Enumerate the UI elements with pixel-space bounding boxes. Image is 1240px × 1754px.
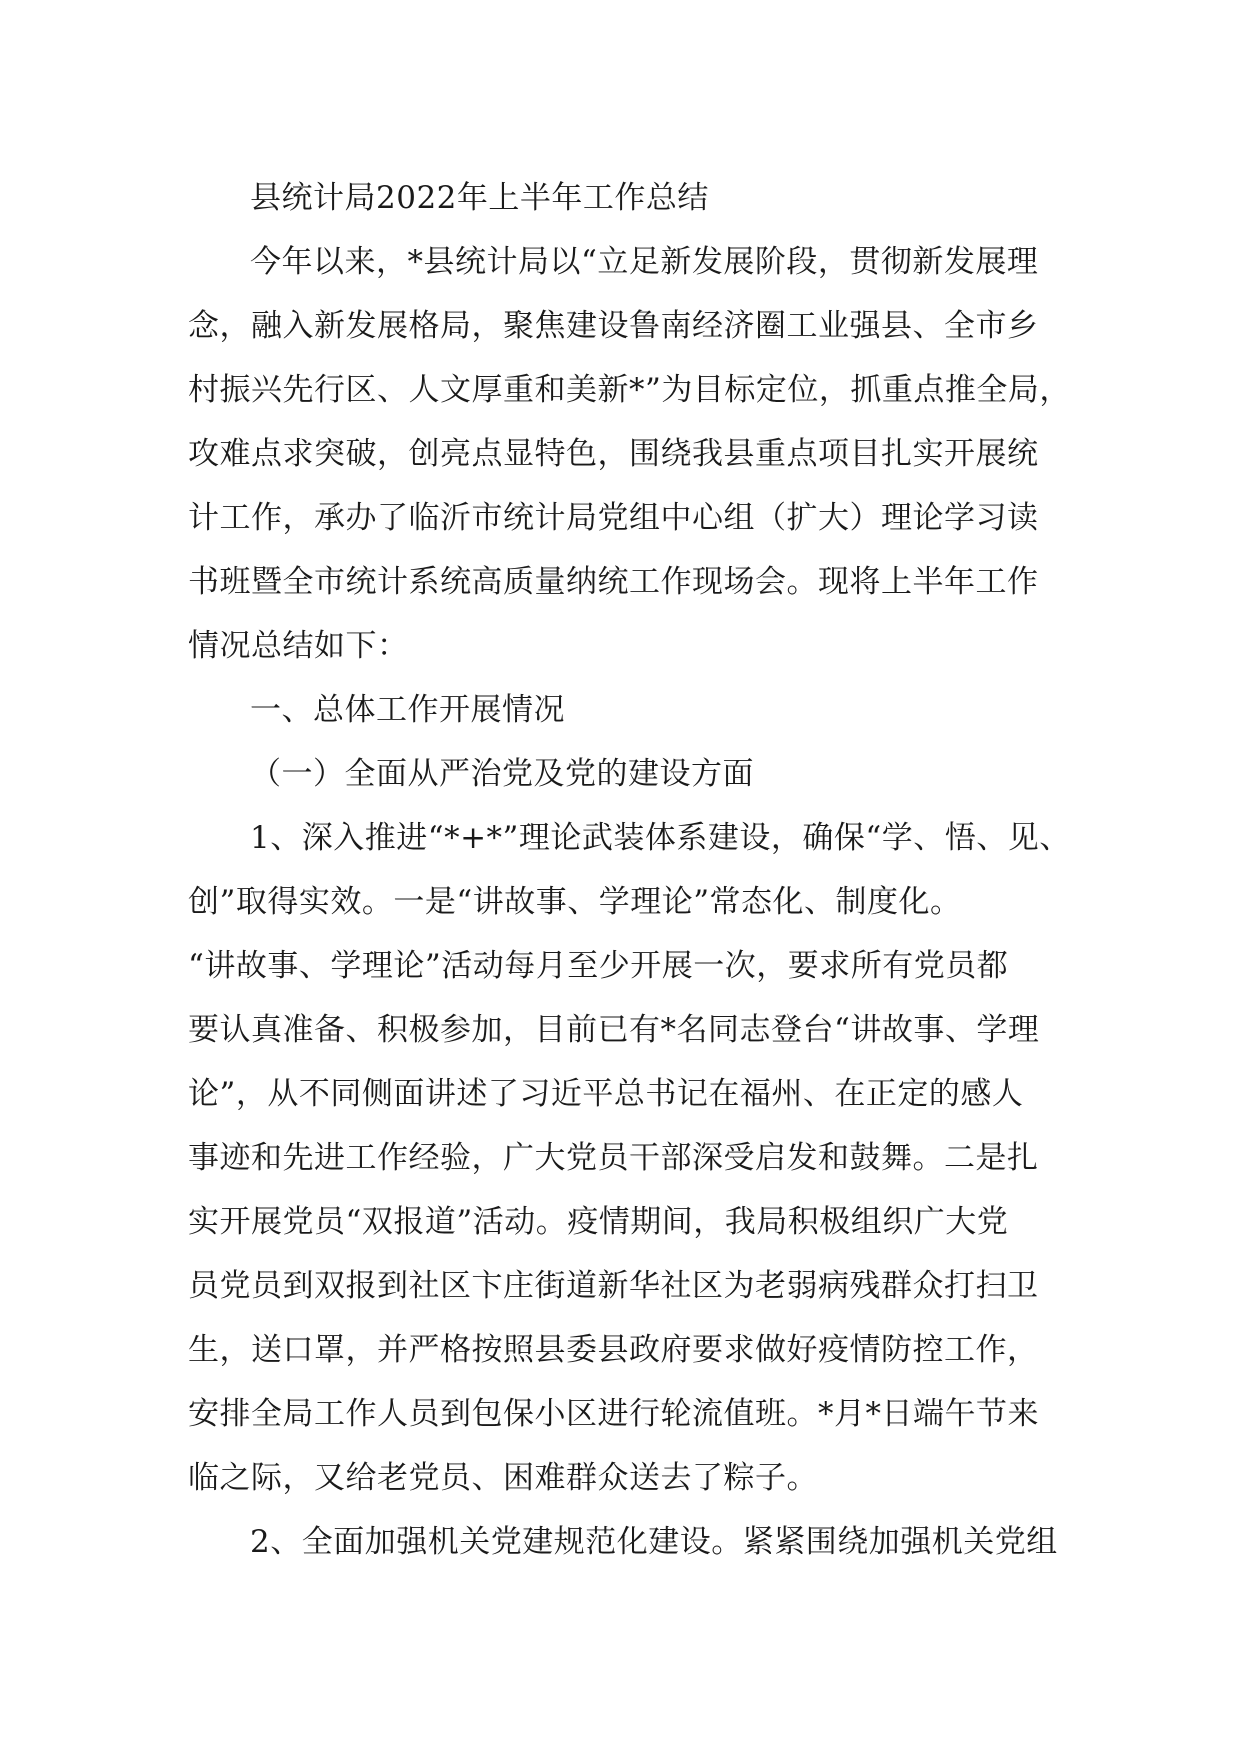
paragraph-line: 安排全局工作人员到包保小区进行轮流值班。*月*日端午节来 — [188, 1396, 1039, 1432]
paragraph-line: 生，送口罩，并严格按照县委县政府要求做好疫情防控工作， — [188, 1332, 1039, 1368]
paragraph-line: 村振兴先行区、人文厚重和美新*”为目标定位，抓重点推全局， — [188, 372, 1071, 408]
paragraph-line: 实开展党员“双报道”活动。疫情期间，我局积极组织广大党 — [188, 1204, 1009, 1240]
paragraph-line: 今年以来，*县统计局以“立足新发展阶段，贯彻新发展理 — [250, 244, 1039, 280]
paragraph-line: 1、深入推进“*+*”理论武装体系建设，确保“学、悟、见、 — [250, 820, 1071, 856]
paragraph-line: 念，融入新发展格局，聚焦建设鲁南经济圈工业强县、全市乡 — [188, 308, 1039, 344]
paragraph-line: 情况总结如下： — [188, 628, 409, 664]
section-heading: 一、总体工作开展情况 — [250, 692, 565, 728]
paragraph-line: 论”，从不同侧面讲述了习近平总书记在福州、在正定的感人 — [188, 1076, 1024, 1112]
paragraph-line: 2、全面加强机关党建规范化建设。紧紧围绕加强机关党组 — [250, 1524, 1058, 1560]
paragraph-line: 要认真准备、积极参加，目前已有*名同志登台“讲故事、学理 — [188, 1012, 1040, 1048]
paragraph-line: 书班暨全市统计系统高质量纳统工作现场会。现将上半年工作 — [188, 564, 1039, 600]
paragraph-line: 员党员到双报到社区卞庄街道新华社区为老弱病残群众打扫卫 — [188, 1268, 1039, 1304]
paragraph-line: 计工作，承办了临沂市统计局党组中心组（扩大）理论学习读 — [188, 500, 1039, 536]
paragraph-line: 创”取得实效。一是“讲故事、学理论”常态化、制度化。 — [188, 884, 962, 920]
document-title: 县统计局2022年上半年工作总结 — [250, 180, 709, 216]
subsection-heading: （一）全面从严治党及党的建设方面 — [250, 756, 754, 792]
paragraph-line: 事迹和先进工作经验，广大党员干部深受启发和鼓舞。二是扎 — [188, 1140, 1039, 1176]
paragraph-line: 临之际，又给老党员、困难群众送去了粽子。 — [188, 1460, 818, 1496]
paragraph-line: 攻难点求突破，创亮点显特色，围绕我县重点项目扎实开展统 — [188, 436, 1039, 472]
paragraph-line: “讲故事、学理论”活动每月至少开展一次，要求所有党员都 — [188, 948, 1009, 984]
